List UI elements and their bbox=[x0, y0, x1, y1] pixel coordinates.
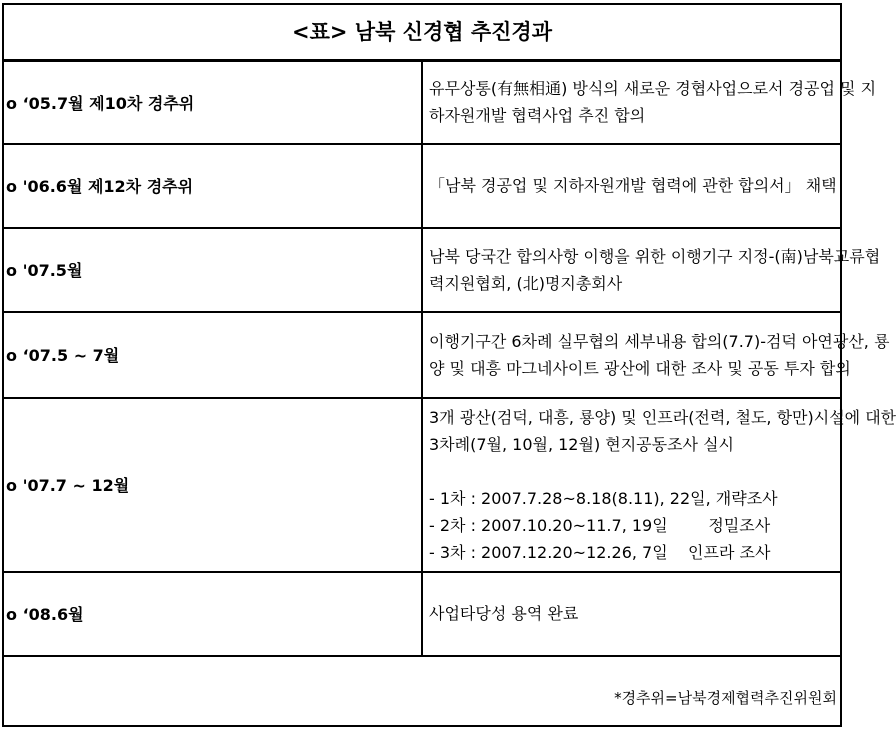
table-title: <표> 남북 신경협 추진경과 bbox=[2, 3, 842, 61]
desc-line: 이행기구간 6차례 실무협의 세부내용 합의(7.7)-검덕 아연광산, 룡 bbox=[429, 331, 890, 351]
row-description bbox=[422, 572, 842, 656]
row-date: o '07.7 ~ 12월 bbox=[2, 398, 422, 572]
survey-line: - 2차 : 2007.10.20~11.7, 19일 정밀조사 bbox=[429, 515, 771, 535]
row-date: o '06.6월 제12차 경추위 bbox=[2, 144, 422, 228]
row-date: o '07.5월 bbox=[2, 228, 422, 312]
row-date: o ‘05.7월 제10차 경추위 bbox=[2, 61, 422, 144]
row-date: o ‘08.6월 bbox=[2, 572, 422, 656]
progress-table bbox=[2, 3, 896, 657]
row-description bbox=[422, 228, 881, 312]
desc-line: 「남북 경공업 및 지하자원개발 협력에 관한 합의서」 채택 bbox=[429, 176, 837, 195]
desc-line: 하자원개발 협력사업 추진 합의 bbox=[429, 106, 646, 126]
table-row bbox=[2, 228, 842, 312]
row-description bbox=[422, 312, 890, 398]
footnote: *경추위=남북경제협력추진위원회 bbox=[614, 689, 837, 707]
survey-line: - 3차 : 2007.12.20~12.26, 7일 인프라 조사 bbox=[429, 542, 771, 562]
table-row bbox=[2, 61, 842, 144]
desc-line: 3차례(7월, 10월, 12월) 현지공동조사 실시 bbox=[429, 434, 735, 454]
row-description bbox=[422, 144, 842, 228]
desc-line: 양 및 대흥 마그네사이트 광산에 대한 조사 및 공동 투자 합의 bbox=[429, 358, 851, 378]
desc-line: 3개 광산(검덕, 대흥, 룡양) 및 인프라(전력, 철도, 항만)시설에 대한 bbox=[429, 407, 896, 427]
row-date: o ‘07.5 ~ 7월 bbox=[2, 312, 422, 398]
survey-line: - 1차 : 2007.7.28~8.18(8.11), 22일, 개략조사 bbox=[429, 488, 778, 508]
row-description bbox=[422, 398, 896, 572]
table-row bbox=[2, 572, 842, 656]
table-row bbox=[2, 398, 842, 572]
desc-line: 유무상통(有無相通) 방식의 새로운 경협사업으로서 경공업 및 지 bbox=[429, 79, 877, 99]
table-row bbox=[2, 312, 842, 398]
row-description bbox=[422, 61, 877, 144]
desc-line: 사업타당성 용역 완료 bbox=[429, 604, 579, 623]
table-row bbox=[2, 144, 842, 228]
desc-line: 남북 당국간 합의사항 이행을 위한 이행기구 지정-(南)남북교류협 bbox=[429, 246, 881, 266]
title-row bbox=[2, 3, 842, 61]
line-gap bbox=[429, 458, 840, 485]
desc-line: 력지원협회, (北)명지총회사 bbox=[429, 273, 623, 293]
